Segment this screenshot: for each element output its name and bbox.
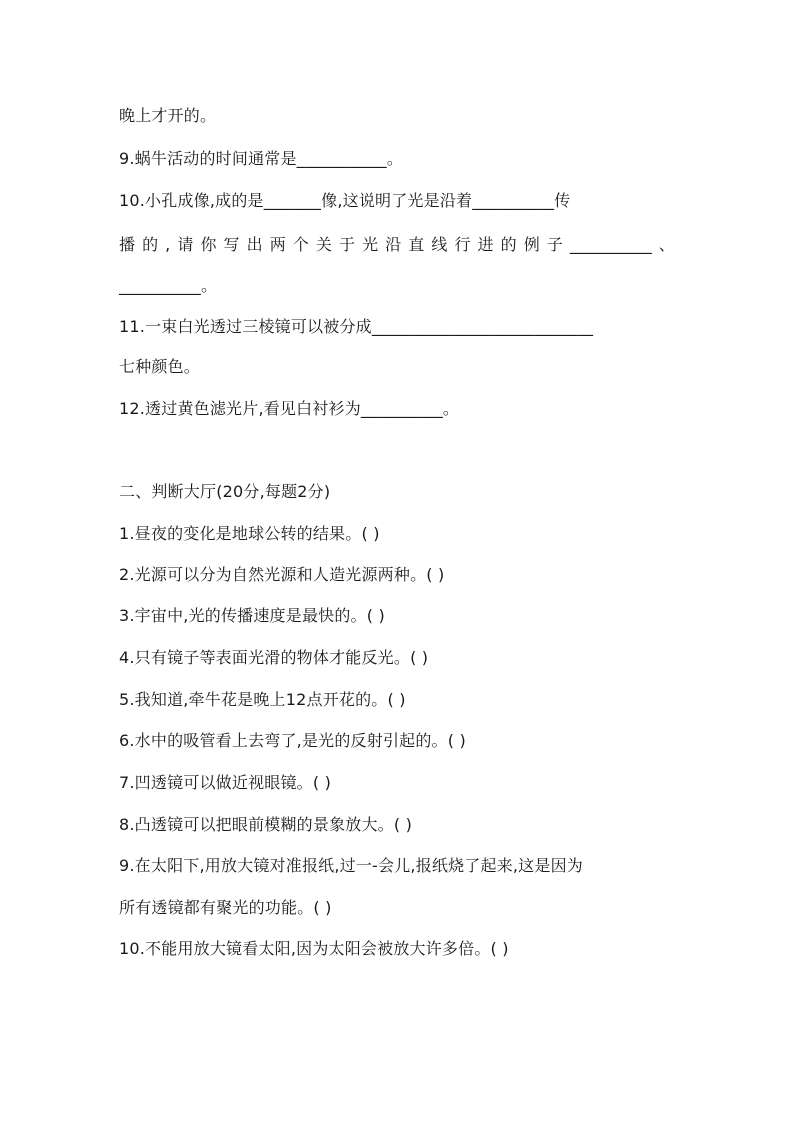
judgment-question-9-line-1: 9.在太阳下,用放大镜对准报纸,过一-会儿,报纸烧了起来,这是因为 bbox=[119, 856, 583, 875]
fill-in-question-11-line-2: 七种颜色。 bbox=[119, 357, 201, 376]
judgment-question-9-line-2: 所有透镜都有聚光的功能。( ) bbox=[119, 898, 332, 917]
judgment-question-8: 8.凸透镜可以把眼前模糊的景象放大。( ) bbox=[119, 815, 413, 834]
fill-in-question-10-line-1: 10.小孔成像,成的是_______像,这说明了光是沿着__________传 bbox=[119, 191, 571, 210]
fill-in-question-10-line-3: __________。 bbox=[119, 276, 218, 295]
fill-in-question-12: 12.透过黄色滤光片,看见白衬衫为__________。 bbox=[119, 399, 460, 418]
fill-in-question-9: 9.蜗牛活动的时间通常是___________。 bbox=[119, 149, 404, 168]
section-heading-judgment: 二、判断大厅(20分,每题2分) bbox=[119, 482, 331, 501]
judgment-question-1: 1.昼夜的变化是地球公转的结果。( ) bbox=[119, 524, 380, 543]
fill-in-question-11-line-1: 11.一束白光透过三棱镜可以被分成___________________________ bbox=[119, 317, 594, 336]
judgment-question-7: 7.凹透镜可以做近视眼镜。( ) bbox=[119, 773, 332, 792]
judgment-question-10: 10.不能用放大镜看太阳,因为太阳会被放大许多倍。( ) bbox=[119, 939, 509, 958]
judgment-question-4: 4.只有镜子等表面光滑的物体才能反光。( ) bbox=[119, 648, 429, 667]
judgment-question-5: 5.我知道,牵牛花是晚上12点开花的。( ) bbox=[119, 690, 406, 709]
fill-in-question-10-line-2: 播的,请你写出两个关于光沿直线行进的例子__________、 bbox=[119, 235, 675, 254]
judgment-question-6: 6.水中的吸管看上去弯了,是光的反射引起的。( ) bbox=[119, 731, 466, 750]
judgment-question-2: 2.光源可以分为自然光源和人造光源两种。( ) bbox=[119, 565, 445, 584]
fill-in-continuation: 晚上才开的。 bbox=[119, 106, 217, 125]
judgment-question-3: 3.宇宙中,光的传播速度是最快的。( ) bbox=[119, 606, 385, 625]
